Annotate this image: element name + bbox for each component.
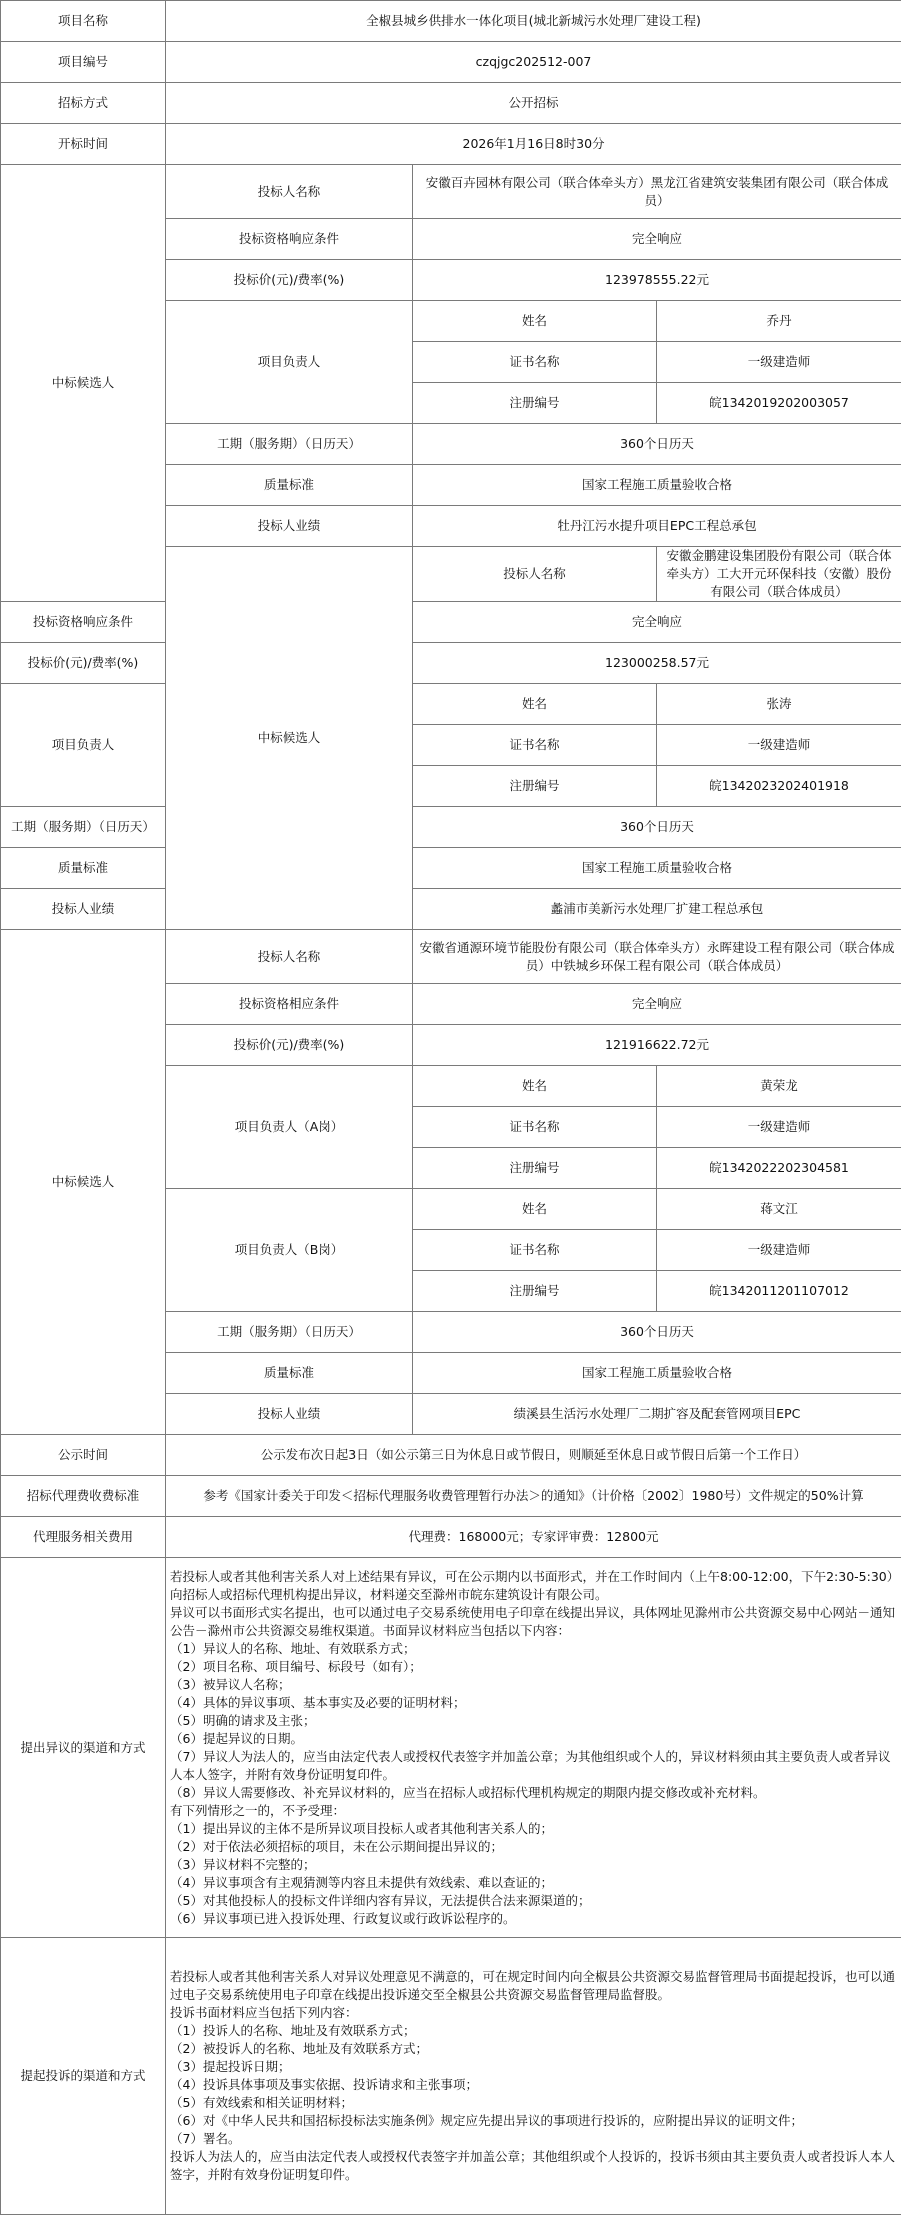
candidate-3-manager-a-name: 黄荣龙 [657,1066,901,1107]
candidate-1-cert: 一级建造师 [657,342,901,383]
perf-label: 投标人业绩 [166,1394,413,1435]
candidate-3-b-reg: 皖1342011201107012 [657,1271,901,1312]
price-label: 投标价(元)/费率(%) [1,643,166,684]
cert-label: 证书名称 [413,1230,657,1271]
candidate-3-label: 中标候选人 [1,930,166,1435]
candidate-3-price: 121916622.72元 [413,1025,901,1066]
candidate-3-qual: 完全响应 [413,984,901,1025]
objection-line: （4）异议事项含有主观猜测等内容且未提供有效线索、难以查证的； [170,1874,897,1892]
perf-label: 投标人业绩 [166,506,413,547]
candidate-2-quality: 国家工程施工质量验收合格 [413,848,901,889]
cert-label: 证书名称 [413,342,657,383]
objection-line: （2）项目名称、项目编号、标段号（如有）； [170,1658,897,1676]
complaint-line: 投诉人为法人的，应当由法定代表人或授权代表签字并加盖公章；其他组织或个人投诉的，投诉书须由其主要负责人或者投诉人本人签字，并附有效身份证明复印件。 [170,2148,897,2184]
reg-label: 注册编号 [413,1148,657,1189]
objection-content [166,1558,901,1938]
reg-label: 注册编号 [413,766,657,807]
candidate-2-label: 中标候选人 [166,547,413,930]
fee: 代理费：168000元；专家评审费：12800元 [166,1517,901,1558]
objection-line: （3）异议材料不完整的； [170,1856,897,1874]
candidate-2-price: 123000258.57元 [413,643,901,684]
candidate-2-reg: 皖1342023202401918 [657,766,901,807]
candidate-1-qual: 完全响应 [413,219,901,260]
objection-line: （3）被异议人名称； [170,1676,897,1694]
bidder-label: 投标人名称 [166,930,413,984]
objection-line: （5）对其他投标人的投标文件详细内容有异议，无法提供合法来源渠道的； [170,1892,897,1910]
reg-label: 注册编号 [413,383,657,424]
complaint-line: （5）有效线索和相关证明材料； [170,2094,897,2112]
project-name-label: 项目名称 [1,1,166,42]
complaint-line: （1）投诉人的名称、地址及有效联系方式； [170,2022,897,2040]
notice-period: 公示发布次日起3日（如公示第三日为休息日或节假日，则顺延至休息日或节假日后第一个工作日） [166,1435,901,1476]
reg-label: 注册编号 [413,1271,657,1312]
notice-label: 公示时间 [1,1435,166,1476]
candidate-2-bidder: 安徽金鹏建设集团股份有限公司（联合体牵头方）工大开元环保科技（安徽）股份有限公司（联合体成员） [657,547,901,602]
complaint-line: （6）对《中华人民共和国招标投标法实施条例》规定应先提出异议的事项进行投诉的，应附提出异议的证明文件； [170,2112,897,2130]
objection-line: （7）异议人为法人的，应当由法定代表人或授权代表签字并加盖公章；为其他组织或个人的，异议材料须由其主要负责人或者异议人本人签字，并附有效身份证明复印件。 [170,1748,897,1784]
quality-label: 质量标准 [166,465,413,506]
open-time: 2026年1月16日8时30分 [166,124,901,165]
complaint-line: 若投标人或者其他利害关系人对异议处理意见不满意的，可在规定时间内向全椒县公共资源交易监督管理局书面提起投诉，也可以通过电子交易系统使用电子印章在线提出投诉递交至全椒县公共资源交易监督管理局监督股。 [170,1968,897,2004]
name-label: 姓名 [413,301,657,342]
candidate-3-perf: 绩溪县生活污水处理厂二期扩容及配套管网项目EPC [413,1394,901,1435]
objection-line: （1）异议人的名称、地址、有效联系方式； [170,1640,897,1658]
candidate-1-price: 123978555.22元 [413,260,901,301]
candidate-2-qual: 完全响应 [413,602,901,643]
objection-line: （1）提出异议的主体不是所异议项目投标人或者其他利害关系人的； [170,1820,897,1838]
candidate-3-a-cert: 一级建造师 [657,1107,901,1148]
candidate-1-perf: 牡丹江污水提升项目EPC工程总承包 [413,506,901,547]
qual-label: 投标资格相应条件 [166,984,413,1025]
complaint-content [166,1938,901,2215]
candidate-3-manager-b-name: 蒋文江 [657,1189,901,1230]
quality-label: 质量标准 [166,1353,413,1394]
period-label: 工期（服务期）（日历天） [1,807,166,848]
objection-label: 提出异议的渠道和方式 [1,1558,166,1938]
price-label: 投标价(元)/费率(%) [166,1025,413,1066]
candidate-2-period: 360个日历天 [413,807,901,848]
fee-label: 代理服务相关费用 [1,1517,166,1558]
period-label: 工期（服务期）（日历天） [166,1312,413,1353]
name-label: 姓名 [413,684,657,725]
candidate-3-a-reg: 皖1342022202304581 [657,1148,901,1189]
candidate-2-perf: 蠡浦市美新污水处理厂扩建工程总承包 [413,889,901,930]
complaint-line: （4）投诉具体事项及事实依据、投诉请求和主张事项； [170,2076,897,2094]
bidder-label: 投标人名称 [166,165,413,219]
complaint-line: （2）被投诉人的名称、地址及有效联系方式； [170,2040,897,2058]
objection-line: （4）具体的异议事项、基本事实及必要的证明材料； [170,1694,897,1712]
manager-label: 项目负责人 [1,684,166,807]
candidate-3-bidder: 安徽省通源环境节能股份有限公司（联合体牵头方）永晖建设工程有限公司（联合体成员）中铁城乡环保工程有限公司（联合体成员） [413,930,901,984]
complaint-label: 提起投诉的渠道和方式 [1,1938,166,2215]
complaint-line: 投诉书面材料应当包括下列内容： [170,2004,897,2022]
candidate-1-quality: 国家工程施工质量验收合格 [413,465,901,506]
name-label: 姓名 [413,1189,657,1230]
objection-line: 异议可以书面形式实名提出，也可以通过电子交易系统使用电子印章在线提出异议，具体网址见滁州市公共资源交易中心网站－通知公告－滁州市公共资源交易维权渠道。书面异议材料应当包括以下内容： [170,1604,897,1640]
method-label: 招标方式 [1,83,166,124]
qual-label: 投标资格响应条件 [1,602,166,643]
objection-line: （8）异议人需要修改、补充异议材料的，应当在招标人或招标代理机构规定的期限内提交修改或补充材料。 [170,1784,897,1802]
candidate-3-quality: 国家工程施工质量验收合格 [413,1353,901,1394]
candidate-2-cert: 一级建造师 [657,725,901,766]
manager-b-label: 项目负责人（B岗） [166,1189,413,1312]
project-name: 全椒县城乡供排水一体化项目(城北新城污水处理厂建设工程) [166,1,901,42]
complaint-line: （3）提起投诉日期； [170,2058,897,2076]
candidate-1-period: 360个日历天 [413,424,901,465]
project-no-label: 项目编号 [1,42,166,83]
candidate-3-period: 360个日历天 [413,1312,901,1353]
objection-line: 若投标人或者其他利害关系人对上述结果有异议，可在公示期内以书面形式，并在工作时间内（上午8:00-12:00，下午2:30-5:30）向招标人或招标代理机构提出异议，材料递交至滁州市皖东建筑设计有限公司。 [170,1568,897,1604]
objection-line: （2）对于依法必须招标的项目，未在公示期间提出异议的； [170,1838,897,1856]
manager-a-label: 项目负责人（A岗） [166,1066,413,1189]
objection-line: （6）提起异议的日期。 [170,1730,897,1748]
quality-label: 质量标准 [1,848,166,889]
bidder-label: 投标人名称 [413,547,657,602]
objection-line: （6）异议事项已进入投诉处理、行政复议或行政诉讼程序的。 [170,1910,897,1928]
candidate-1-manager-name: 乔丹 [657,301,901,342]
objection-line: 有下列情形之一的，不予受理： [170,1802,897,1820]
manager-label: 项目负责人 [166,301,413,424]
method: 公开招标 [166,83,901,124]
fee-standard: 参考《国家计委关于印发＜招标代理服务收费管理暂行办法＞的通知》（计价格〔2002〕1980号）文件规定的50%计算 [166,1476,901,1517]
candidate-3-b-cert: 一级建造师 [657,1230,901,1271]
cert-label: 证书名称 [413,1107,657,1148]
project-no: czqjgc202512-007 [166,42,901,83]
complaint-line: （7）署名。 [170,2130,897,2148]
price-label: 投标价(元)/费率(%) [166,260,413,301]
period-label: 工期（服务期）（日历天） [166,424,413,465]
name-label: 姓名 [413,1066,657,1107]
cert-label: 证书名称 [413,725,657,766]
candidate-1-label: 中标候选人 [1,165,166,602]
candidate-1-bidder: 安徽百卉园林有限公司（联合体牵头方）黑龙江省建筑安装集团有限公司（联合体成员） [413,165,901,219]
open-time-label: 开标时间 [1,124,166,165]
candidate-2-manager-name: 张涛 [657,684,901,725]
fee-standard-label: 招标代理费收费标准 [1,1476,166,1517]
perf-label: 投标人业绩 [1,889,166,930]
objection-line: （5）明确的请求及主张； [170,1712,897,1730]
qual-label: 投标资格响应条件 [166,219,413,260]
candidate-1-reg: 皖1342019202003057 [657,383,901,424]
